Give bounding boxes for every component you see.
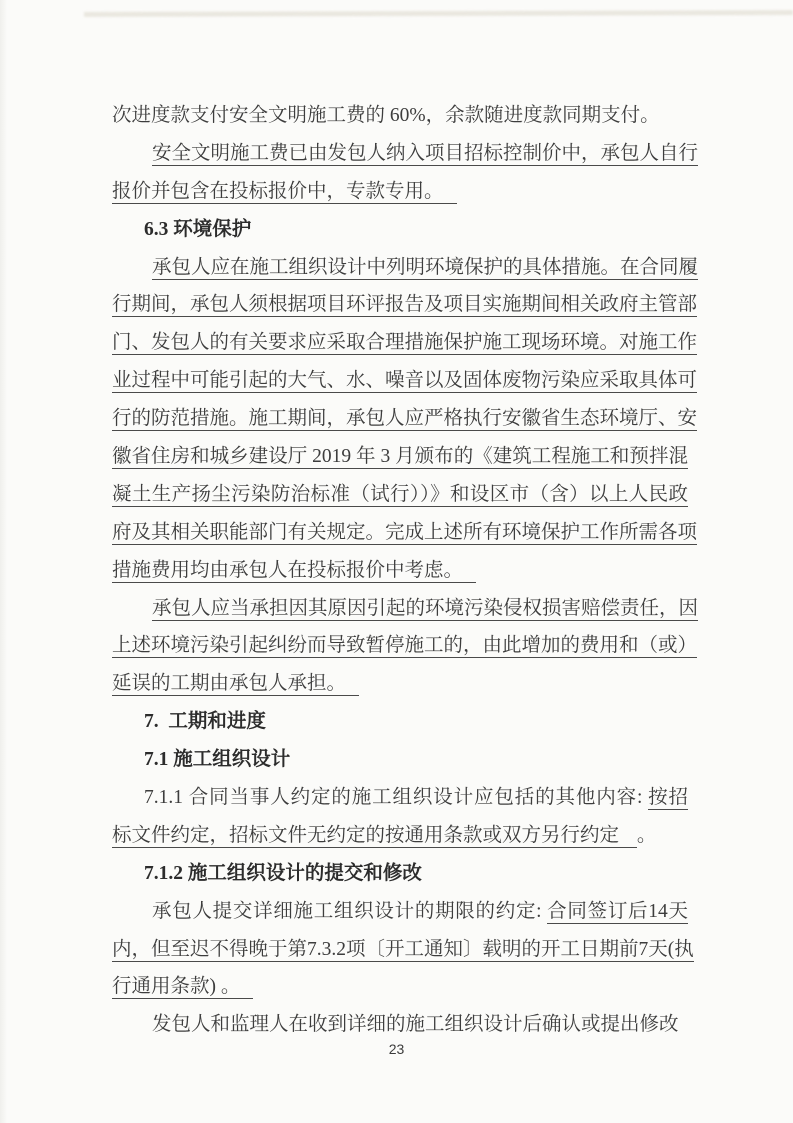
text-line: [112, 97, 688, 135]
body-text: 承包人提交详细施工组织设计的期限的约定:: [152, 900, 548, 922]
text-line: [112, 249, 699, 287]
underlined-clause-text: 安全文明施工费已由发包人纳入项目招标控制价中，承包人自行: [152, 142, 699, 164]
underlined-clause-text: 行的防范措施。施工期间，承包人应严格执行安徽省生态环境厅、安: [112, 408, 698, 430]
underlined-clause-text: 上述环境污染引起纠纷而导致暂停施工的，由此增加的费用和（或）: [112, 635, 698, 657]
underlined-clause-text: 门、发包人的有关要求应采取合理措施保护施工现场环境。对施工作: [112, 332, 698, 354]
underlined-clause-text: 行期间，承包人须根据项目环评报告及项目实施期间相关政府主管部: [112, 294, 698, 316]
text-line: [112, 590, 699, 628]
text-line: [112, 476, 688, 514]
text-line: [112, 665, 688, 703]
heading-text: 7.1.2 施工组织设计的提交和修改: [144, 862, 422, 884]
text-line: [112, 173, 688, 211]
text-line: [112, 968, 688, 1006]
underlined-clause-text: 府及其相关职能部门有关规定。完成上述所有环境保护工作所需各项: [112, 521, 698, 543]
underlined-clause-text: 业过程中可能引起的大气、水、噪音以及固体废物污染应采取具体可: [112, 370, 698, 392]
underlined-clause-text: 内，但至迟不得晚于第7.3.2项〔开工通知〕载明的开工日期前7天(执: [112, 938, 694, 960]
text-line: [112, 438, 688, 476]
heading-line: [112, 855, 688, 893]
body-text: 次进度款支付安全文明施工费的 60%，余款随进度款同期支付。: [112, 105, 660, 126]
scan-left-shadow: [0, 0, 7, 1123]
underlined-clause-text: 合同签订后14天: [547, 900, 688, 922]
underlined-clause-text: 标文件约定，招标文件无约定的按通用条款或双方另行约定: [112, 825, 637, 848]
scan-edge-artifact: [84, 10, 793, 17]
underlined-clause-text: 徽省住房和城乡建设厅 2019 年 3 月颁布的《建筑工程施工和预拌混: [112, 446, 688, 468]
underlined-clause-text: 措施费用均由承包人在投标报价中考虑。: [112, 560, 476, 583]
text-line: [112, 817, 688, 855]
text-line: [112, 627, 698, 665]
page-number: 23: [388, 1041, 405, 1057]
text-line: [112, 324, 698, 362]
heading-text: 6.3 环境保护: [144, 218, 252, 240]
text-line: [112, 362, 698, 400]
heading-text: 7. 工期和进度: [144, 711, 266, 733]
heading-line: [112, 703, 688, 741]
text-line: [112, 286, 698, 324]
heading-line: [112, 741, 688, 779]
heading-line: [112, 211, 688, 249]
underlined-clause-text: 报价并包含在投标报价中，专款专用。: [112, 181, 457, 204]
text-line: [112, 931, 694, 969]
underlined-clause-text: 承包人应在施工组织设计中列明环境保护的具体措施。在合同履: [152, 256, 699, 278]
text-line: [112, 779, 688, 817]
text-line: [112, 1006, 688, 1044]
body-text: 发包人和监理人在收到详细的施工组织设计后确认或提出修改: [152, 1014, 679, 1036]
underlined-clause-text: 延误的工期由承包人承担。: [112, 673, 359, 696]
heading-text: 7.1 施工组织设计: [144, 749, 291, 771]
text-line: [112, 400, 698, 438]
text-line: [112, 552, 688, 590]
body-text: 7.1.1 合同当事人约定的施工组织设计应包括的其他内容:: [144, 787, 649, 809]
body-text: 。: [636, 824, 657, 846]
underlined-clause-text: 承包人应当承担因其原因引起的环境污染侵权损害赔偿责任，因: [152, 597, 699, 619]
text-line: [112, 135, 699, 173]
underlined-clause-text: 按招: [648, 787, 688, 809]
text-line: [112, 514, 698, 552]
document-body: [112, 97, 699, 1044]
underlined-clause-text: 凝土生产扬尘污染防治标准（试行））》和设区市（含）以上人民政: [112, 483, 688, 505]
underlined-clause-text: 行通用条款) 。: [112, 976, 253, 999]
text-line: [112, 893, 688, 931]
